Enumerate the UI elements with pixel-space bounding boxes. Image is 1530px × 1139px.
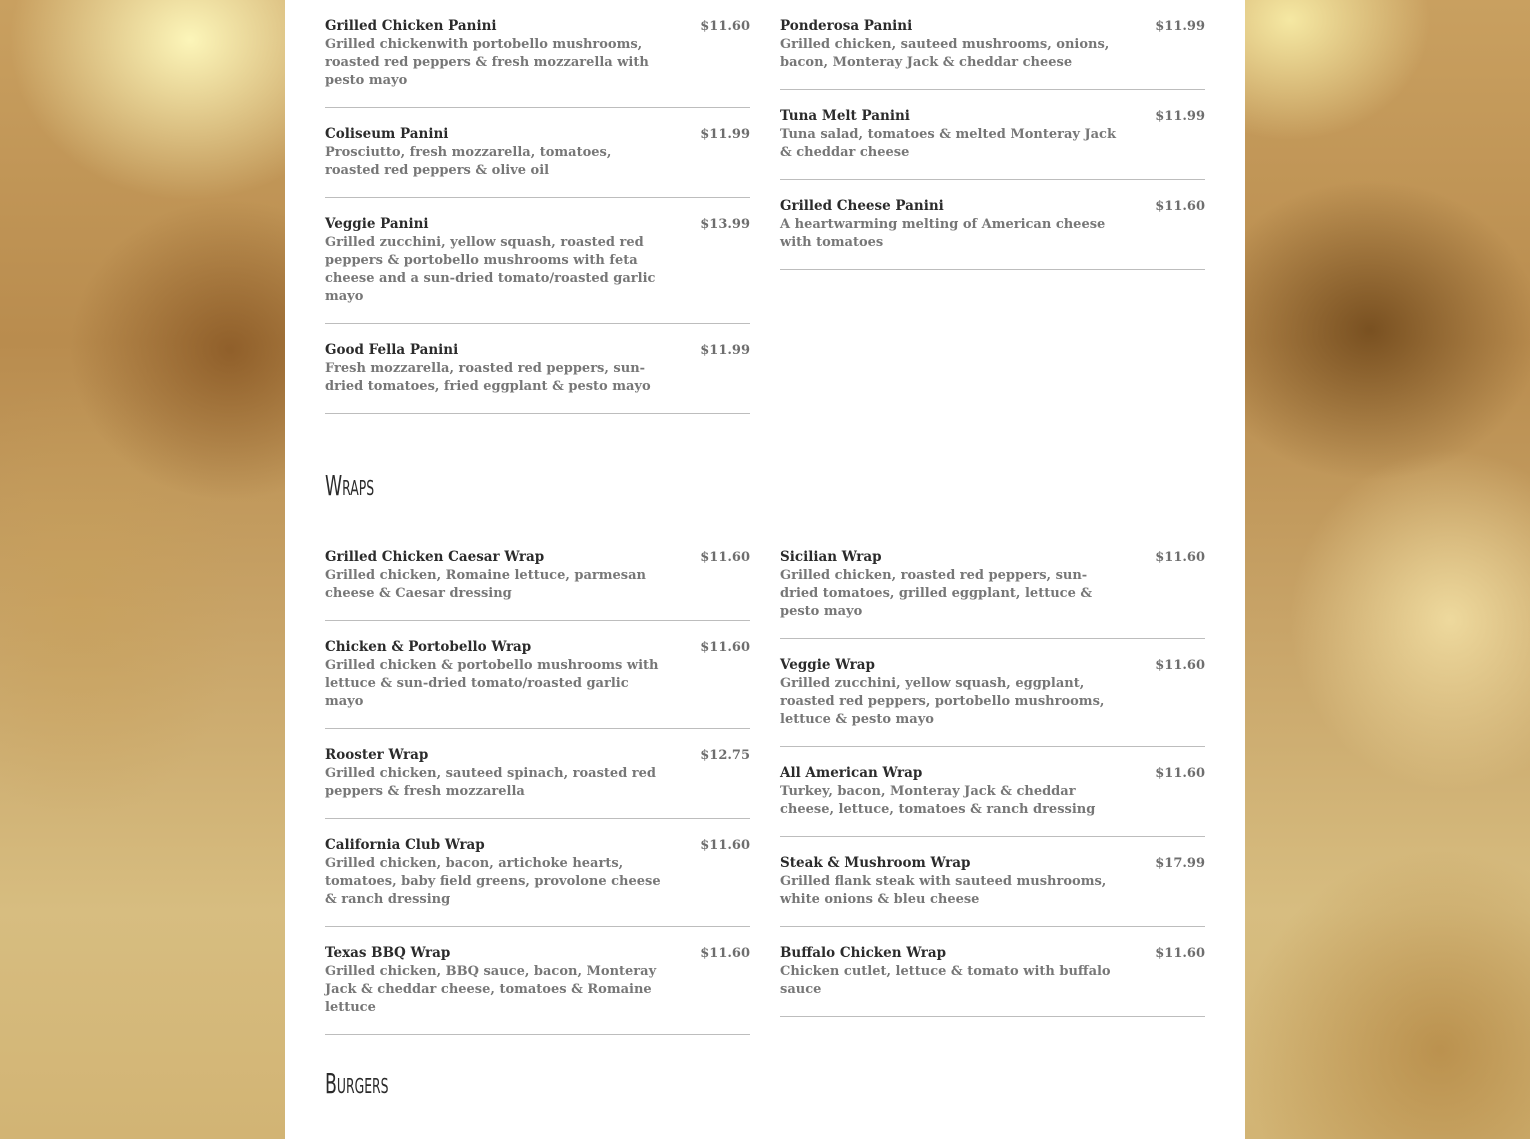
item-name: Veggie Panini xyxy=(325,216,429,232)
wraps-grid xyxy=(325,548,1205,1052)
item-name: Grilled Chicken Panini xyxy=(325,18,497,34)
item-price: $11.99 xyxy=(1155,109,1205,124)
item-description: Grilled chickenwith portobello mushrooms, roasted red peppers & fresh mozzarella with pesto mayo xyxy=(325,37,649,88)
item-description: Fresh mozzarella, roasted red peppers, sun-dried tomatoes, fried eggplant & pesto mayo xyxy=(325,361,651,394)
item-description: Turkey, bacon, Monteray Jack & cheddar cheese, lettuce, tomatoes & ranch dressing xyxy=(780,784,1096,817)
item-name: Rooster Wrap xyxy=(325,747,429,763)
item-description: Grilled flank steak with sauteed mushrooms, white onions & bleu cheese xyxy=(780,874,1107,907)
item-name: Sicilian Wrap xyxy=(780,549,882,565)
item-price: $12.75 xyxy=(700,748,750,763)
item-price: $11.60 xyxy=(700,640,750,655)
item-name: Tuna Melt Panini xyxy=(780,108,910,124)
item-price: $11.60 xyxy=(700,838,750,853)
menu-item xyxy=(325,125,750,198)
item-description: Chicken cutlet, lettuce & tomato with buffalo sauce xyxy=(780,964,1111,997)
panini-right-column xyxy=(780,17,1205,431)
item-name: Coliseum Panini xyxy=(325,126,449,142)
item-description: Grilled zucchini, yellow squash, roasted red peppers & portobello mushrooms with feta cheese and a sun-dried tomato/roasted garlic mayo xyxy=(325,235,656,304)
item-description: Grilled chicken, Romaine lettuce, parmesan cheese & Caesar dressing xyxy=(325,568,646,601)
item-price: $11.60 xyxy=(1155,199,1205,214)
item-description: Tuna salad, tomatoes & melted Monteray Jack & cheddar cheese xyxy=(780,127,1116,160)
item-price: $11.99 xyxy=(1155,19,1205,34)
item-description: Prosciutto, fresh mozzarella, tomatoes, roasted red peppers & olive oil xyxy=(325,145,612,178)
item-name: Grilled Chicken Caesar Wrap xyxy=(325,549,545,565)
menu-item xyxy=(325,215,750,324)
section-title-wraps: Wraps xyxy=(325,469,375,502)
item-price: $11.99 xyxy=(700,127,750,142)
item-description: Grilled chicken, sauteed mushrooms, onions, bacon, Monteray Jack & cheddar cheese xyxy=(780,37,1110,70)
item-price: $11.60 xyxy=(700,550,750,565)
item-name: Grilled Cheese Panini xyxy=(780,198,944,214)
menu-item xyxy=(780,764,1205,837)
item-name: Buffalo Chicken Wrap xyxy=(780,945,947,961)
item-description: Grilled chicken, BBQ sauce, bacon, Monteray Jack & cheddar cheese, tomatoes & Romaine lettuce xyxy=(325,964,657,1015)
item-name: Steak & Mushroom Wrap xyxy=(780,855,971,871)
menu-item xyxy=(780,854,1205,927)
item-name: Texas BBQ Wrap xyxy=(325,945,451,961)
item-description: Grilled chicken & portobello mushrooms with lettuce & sun-dried tomato/roasted garlic mayo xyxy=(325,658,659,709)
menu-item xyxy=(325,638,750,729)
item-price: $13.99 xyxy=(700,217,750,232)
item-name: All American Wrap xyxy=(780,765,923,781)
item-price: $11.60 xyxy=(1155,658,1205,673)
item-name: Good Fella Panini xyxy=(325,342,459,358)
item-description: Grilled chicken, bacon, artichoke hearts, tomatoes, baby field greens, provolone cheese & ranch dressing xyxy=(325,856,661,907)
item-description: Grilled chicken, roasted red peppers, sun-dried tomatoes, grilled eggplant, lettuce & pesto mayo xyxy=(780,568,1093,619)
item-name: Veggie Wrap xyxy=(780,657,875,673)
item-name: Ponderosa Panini xyxy=(780,18,913,34)
wraps-left-column xyxy=(325,548,750,1052)
panini-grid xyxy=(325,17,1205,431)
item-price: $17.99 xyxy=(1155,856,1205,871)
menu-item xyxy=(325,548,750,621)
item-price: $11.60 xyxy=(1155,946,1205,961)
item-price: $11.60 xyxy=(1155,550,1205,565)
wraps-right-column xyxy=(780,548,1205,1052)
menu-item xyxy=(325,17,750,108)
item-description: Grilled zucchini, yellow squash, eggplant, roasted red peppers, portobello mushrooms, lettuce & pesto mayo xyxy=(780,676,1105,727)
menu-item xyxy=(780,107,1205,180)
menu-item xyxy=(780,548,1205,639)
item-description: A heartwarming melting of American cheese with tomatoes xyxy=(780,217,1106,250)
item-description: Grilled chicken, sauteed spinach, roasted red peppers & fresh mozzarella xyxy=(325,766,657,799)
panini-left-column xyxy=(325,17,750,431)
item-price: $11.99 xyxy=(700,343,750,358)
item-price: $11.60 xyxy=(700,946,750,961)
menu-item xyxy=(780,944,1205,1017)
section-title-burgers: Burgers xyxy=(325,1067,389,1100)
item-name: Chicken & Portobello Wrap xyxy=(325,639,532,655)
menu-item xyxy=(325,836,750,927)
menu-page xyxy=(285,0,1245,1139)
menu-item xyxy=(325,944,750,1035)
menu-item xyxy=(325,341,750,414)
menu-item xyxy=(780,197,1205,270)
menu-item xyxy=(325,746,750,819)
item-price: $11.60 xyxy=(700,19,750,34)
menu-item xyxy=(780,656,1205,747)
item-name: California Club Wrap xyxy=(325,837,485,853)
item-price: $11.60 xyxy=(1155,766,1205,781)
menu-item xyxy=(780,17,1205,90)
